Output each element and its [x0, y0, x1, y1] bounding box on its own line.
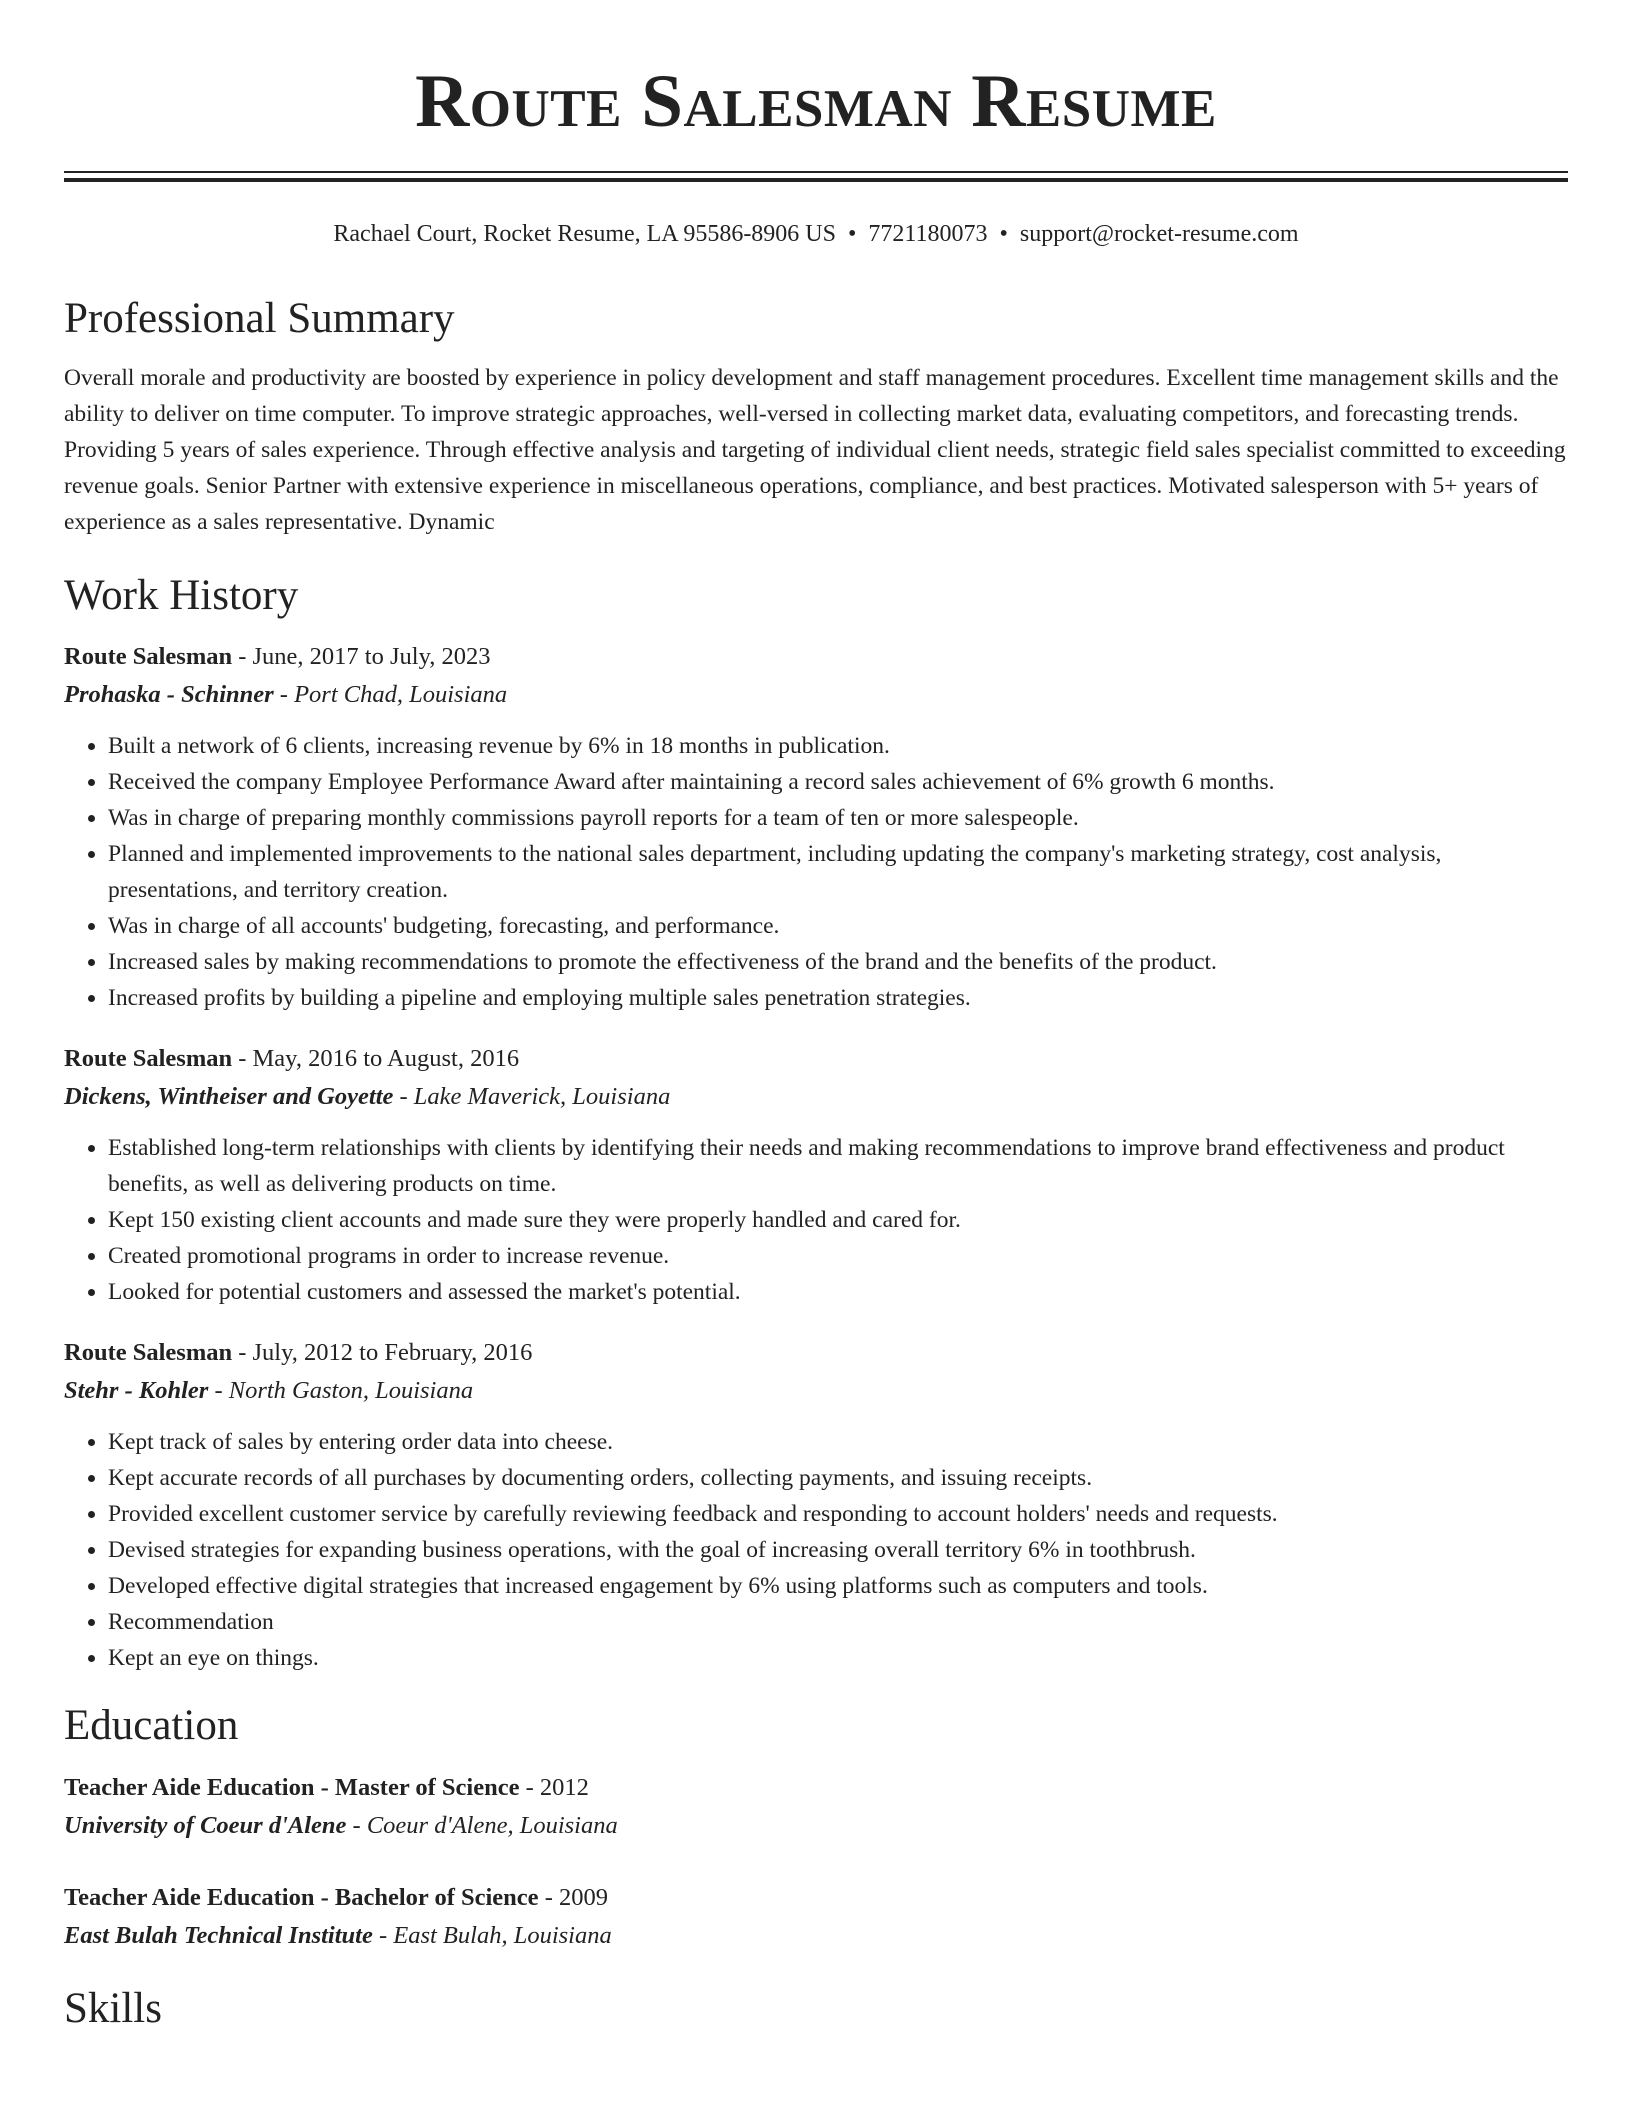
job-bullet: • Planned and implemented improvements to the national sales department, including updating the company's marketing strategy, cost analysis, presentations, and territory creation.: [108, 836, 1568, 908]
job-bullet: • Built a network of 6 clients, increasing revenue by 6% in 18 months in publication.: [108, 728, 1568, 764]
job-bullet: • Recommendation: [108, 1604, 1568, 1640]
job-location: - Port Chad, Louisiana: [273, 681, 508, 709]
job-dates: - May, 2016 to August, 2016: [232, 1045, 520, 1073]
contact-separator: •: [999, 221, 1008, 247]
job-bullet: • Looked for potential customers and assessed the market's potential.: [108, 1274, 1568, 1310]
job-location: - North Gaston, Louisiana: [208, 1377, 474, 1405]
contact-separator: •: [847, 221, 857, 247]
job-bullet: • Kept track of sales by entering order data into cheese.: [108, 1424, 1568, 1460]
education-school-line: [64, 1917, 1568, 1955]
job-bullet: • Provided excellent customer service by carefully reviewing feedback and responding to account holders' needs and requests.: [108, 1496, 1568, 1532]
job-company-line: [64, 676, 1568, 714]
summary-heading: Professional Summary: [64, 295, 455, 343]
job-bullets: [64, 1424, 1568, 1676]
education-heading: Education: [64, 1702, 239, 1750]
contact-phone: 7721180073: [868, 221, 988, 247]
job-bullet: • Was in charge of all accounts' budgeting, forecasting, and performance.: [108, 908, 1568, 944]
work-history-heading: Work History: [64, 571, 299, 619]
job-bullet: • Received the company Employee Performance Award after maintaining a record sales achievement of 6% growth 6 months.: [108, 764, 1568, 800]
contact-line: [64, 219, 1568, 250]
skills-heading: Skills: [64, 1984, 162, 2032]
job-bullet: • Kept accurate records of all purchases by documenting orders, collecting payments, and issuing receipts.: [108, 1460, 1568, 1496]
job-bullet: • Increased sales by making recommendations to promote the effectiveness of the brand and the benefits of the product.: [108, 944, 1568, 980]
job-bullet: • Increased profits by building a pipeline and employing multiple sales penetration strategies.: [108, 980, 1568, 1016]
education-location: - Coeur d'Alene, Louisiana: [346, 1811, 618, 1839]
job-title: Route Salesman: [64, 1339, 233, 1367]
summary-text: Overall morale and productivity are boosted by experience in policy development and staff management procedures. Excellent time management skills and the ability to deliver on time computer. To improve strategic approaches, well-versed in collecting market data, evaluating competitors, and forecasting trends. Providing 5 years of sales experience. Through effective analysis and targeting of individual client needs, strategic field sales specialist committed to exceeding revenue goals. Senior Partner with extensive experience in miscellaneous operations, compliance, and best practices. Motivated salesperson with 5+ years of experience as a sales representative. Dynamic: [64, 364, 1566, 535]
job-entry: [64, 638, 1568, 1016]
education-degree-line: [64, 1769, 1568, 1807]
job-company: Prohaska - Schinner: [64, 681, 274, 709]
job-entry: [64, 1334, 1568, 1676]
job-title-line: [64, 1040, 1568, 1078]
education-school: East Bulah Technical Institute: [64, 1921, 373, 1949]
job-bullet: • Established long-term relationships with clients by identifying their needs and making recommendations to improve brand effectiveness and product benefits, as well as delivering products on time.: [108, 1130, 1568, 1202]
education-entry: [64, 1879, 1568, 1955]
job-title-line: [64, 638, 1568, 676]
job-bullet: • Created promotional programs in order to increase revenue.: [108, 1238, 1568, 1274]
job-dates: - June, 2017 to July, 2023: [232, 643, 491, 671]
job-title: Route Salesman: [64, 1045, 233, 1073]
education-school: University of Coeur d'Alene: [64, 1811, 347, 1839]
job-entry: [64, 1040, 1568, 1310]
job-title-line: [64, 1334, 1568, 1372]
contact-address: Rachael Court, Rocket Resume, LA 95586-8906 US: [333, 221, 836, 247]
job-bullets: [64, 1130, 1568, 1310]
job-bullet: • Kept 150 existing client accounts and made sure they were properly handled and cared for.: [108, 1202, 1568, 1238]
job-bullet: • Was in charge of preparing monthly commissions payroll reports for a team of ten or more salespeople.: [108, 800, 1568, 836]
title-double-rule: [64, 171, 1568, 182]
education-year: - 2012: [519, 1773, 589, 1801]
education-degree-line: [64, 1879, 1568, 1917]
job-company: Dickens, Wintheiser and Goyette: [64, 1083, 394, 1111]
job-bullet: • Developed effective digital strategies that increased engagement by 6% using platforms such as computers and tools.: [108, 1568, 1568, 1604]
job-title: Route Salesman: [64, 643, 233, 671]
job-bullet: • Devised strategies for expanding business operations, with the goal of increasing overall territory 6% in toothbrush.: [108, 1532, 1568, 1568]
job-company-line: [64, 1078, 1568, 1116]
education-location: - East Bulah, Louisiana: [372, 1921, 612, 1949]
job-company-line: [64, 1372, 1568, 1410]
education-degree: Teacher Aide Education - Master of Science: [64, 1773, 520, 1801]
education-year: - 2009: [538, 1883, 608, 1911]
contact-email: support@rocket-resume.com: [1019, 221, 1299, 247]
education-entry: [64, 1769, 1568, 1845]
resume-title: Route Salesman Resume: [415, 60, 1217, 143]
education-degree: Teacher Aide Education - Bachelor of Science: [64, 1883, 539, 1911]
education-school-line: [64, 1807, 1568, 1845]
job-company: Stehr - Kohler: [64, 1377, 209, 1405]
job-dates: - July, 2012 to February, 2016: [232, 1339, 533, 1367]
job-location: - Lake Maverick, Louisiana: [393, 1083, 671, 1111]
job-bullet: • Kept an eye on things.: [108, 1640, 1568, 1676]
job-bullets: [64, 728, 1568, 1016]
